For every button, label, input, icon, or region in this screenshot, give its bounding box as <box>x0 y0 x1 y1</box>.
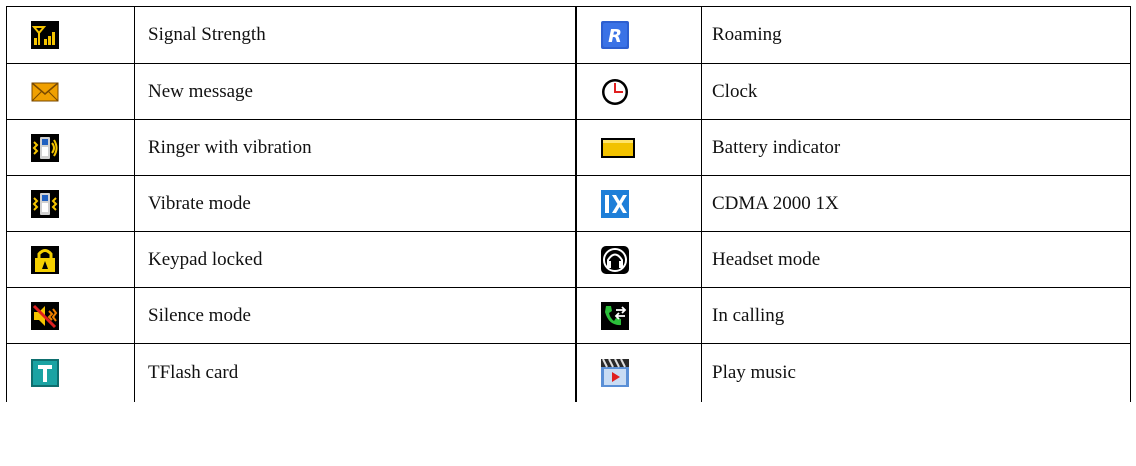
clock-icon <box>601 78 629 106</box>
table-row <box>7 232 1131 288</box>
table-row <box>7 120 1131 176</box>
icon-cell <box>7 232 135 288</box>
ringer-vibration-icon <box>31 134 59 162</box>
icon-label: CDMA 2000 1X <box>702 176 1131 232</box>
icon-label: Roaming <box>702 7 1131 64</box>
icon-label: Ringer with vibration <box>135 120 576 176</box>
icon-label: In calling <box>702 288 1131 344</box>
icon-cell <box>576 288 702 344</box>
battery-icon <box>601 134 635 162</box>
icon-label: Keypad locked <box>135 232 576 288</box>
tflash-card-icon <box>31 359 59 387</box>
svg-text:R: R <box>607 26 622 47</box>
icon-label: TFlash card <box>135 344 576 402</box>
icon-cell <box>576 7 702 64</box>
icon-label: Signal Strength <box>135 7 576 64</box>
icon-cell <box>7 288 135 344</box>
cdma-1x-icon <box>601 190 629 218</box>
icon-cell <box>7 176 135 232</box>
roaming-icon <box>601 21 629 49</box>
icon-cell <box>7 120 135 176</box>
vibrate-mode-icon <box>31 190 59 218</box>
signal-strength-icon <box>31 21 59 49</box>
new-message-icon <box>31 78 59 106</box>
icon-cell <box>576 120 702 176</box>
play-music-icon <box>601 359 629 387</box>
icon-label: Headset mode <box>702 232 1131 288</box>
icon-label: Play music <box>702 344 1131 402</box>
in-calling-icon <box>601 302 629 330</box>
icon-label: Silence mode <box>135 288 576 344</box>
icon-cell <box>576 176 702 232</box>
icon-label: New message <box>135 64 576 120</box>
table-row <box>7 64 1131 120</box>
headset-icon <box>601 246 629 274</box>
icon-label: Clock <box>702 64 1131 120</box>
table-row <box>7 288 1131 344</box>
table-row <box>7 344 1131 402</box>
icon-cell <box>7 7 135 64</box>
keypad-locked-icon <box>31 246 59 274</box>
icon-label: Vibrate mode <box>135 176 576 232</box>
icon-cell <box>576 64 702 120</box>
silence-mode-icon <box>31 302 59 330</box>
icon-cell <box>576 344 702 402</box>
icon-cell <box>7 64 135 120</box>
table-row <box>7 176 1131 232</box>
table-row <box>7 7 1131 64</box>
icon-cell <box>7 344 135 402</box>
status-icon-table <box>6 6 1131 402</box>
icon-cell <box>576 232 702 288</box>
icon-label: Battery indicator <box>702 120 1131 176</box>
